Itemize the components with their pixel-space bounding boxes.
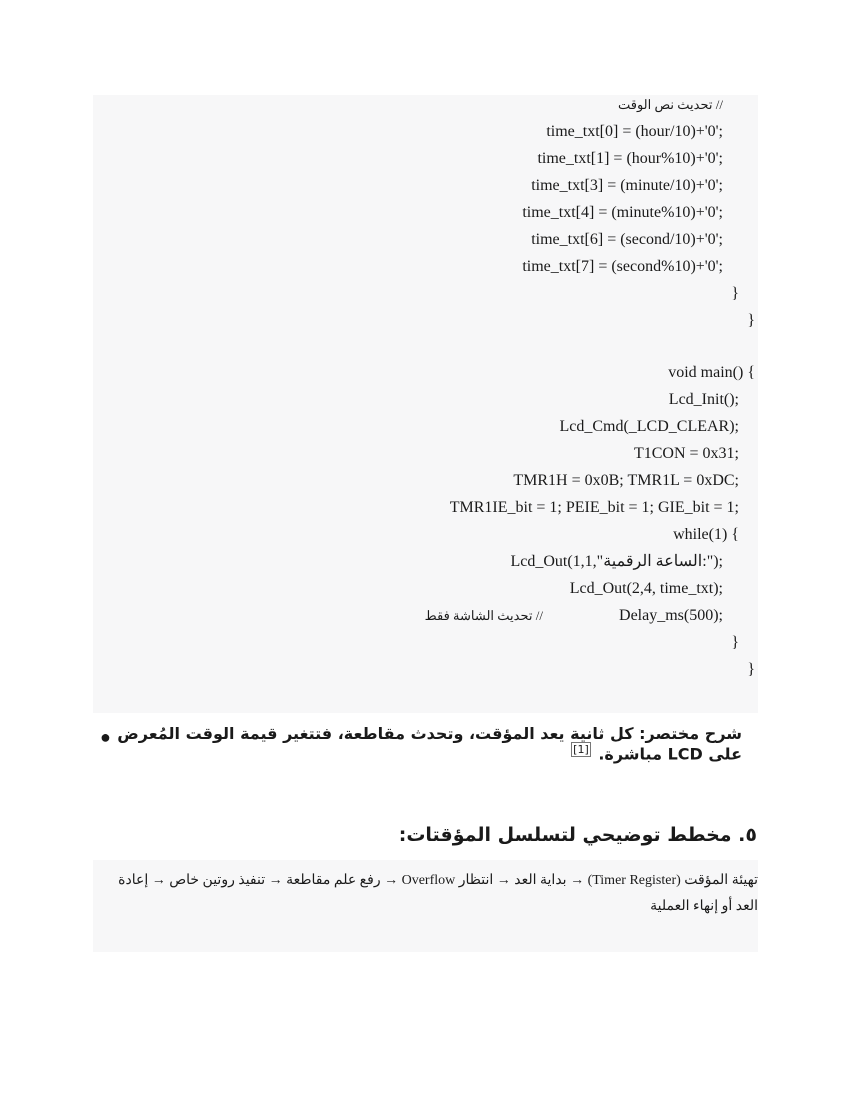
code-line: Lcd_Out(1,1,"الساعة الرقمية:"); [510,553,723,570]
code-line: time_txt[7] = (second%10)+'0'; [522,258,723,275]
code-line: T1CON = 0x31; [633,445,739,462]
code-line: time_txt[3] = (minute/10)+'0'; [531,177,723,194]
bullet-text: كل ثانية يعد المؤقت، وتحدث مقاطعة، فتتغير قيمة الوقت المُعرض على LCD مباشرة. [117,724,742,764]
code-line: } [747,661,755,678]
code-line: // تحديث نص الوقت [617,97,723,112]
section-heading: ٥. مخطط توضيحي لتسلسل المؤقتات: [398,824,757,846]
code-block [93,95,758,713]
bullet-label: شرح مختصر: [639,724,742,743]
flow-block [93,860,758,952]
citation-link[interactable]: [1] [573,743,589,756]
code-line: } [747,312,755,329]
code-line: while(1) { [673,526,739,543]
code-comment: // تحديث الشاشة فقط [424,608,543,623]
code-line: TMR1H = 0x0B; TMR1L = 0xDC; [513,472,739,489]
code-line: time_txt[4] = (minute%10)+'0'; [522,204,723,221]
code-line: time_txt[1] = (hour%10)+'0'; [537,150,723,167]
code-line: TMR1IE_bit = 1; PEIE_bit = 1; GIE_bit = 1; [449,499,739,516]
bullet-marker: ● [100,727,111,747]
code-line: time_txt[6] = (second/10)+'0'; [531,231,723,248]
summary-bullet [82,724,742,763]
flow-text: تهيئة المؤقت (Timer Register) → بداية العد → انتظار Overflow → رفع علم مقاطعة → تنفيذ روتين خاص → إعادة العد أو إنهاء العملية [118,873,758,914]
code-line: } [731,285,739,302]
code-line: time_txt[0] = (hour/10)+'0'; [546,123,723,140]
code-line: Delay_ms(500); [619,607,723,624]
code-line: Lcd_Init(); [668,391,739,408]
code-line: void main() { [668,364,755,381]
code-line: } [731,634,739,651]
code-line: Lcd_Cmd(_LCD_CLEAR); [559,418,739,435]
code-line: Lcd_Out(2,4, time_txt); [569,580,723,597]
